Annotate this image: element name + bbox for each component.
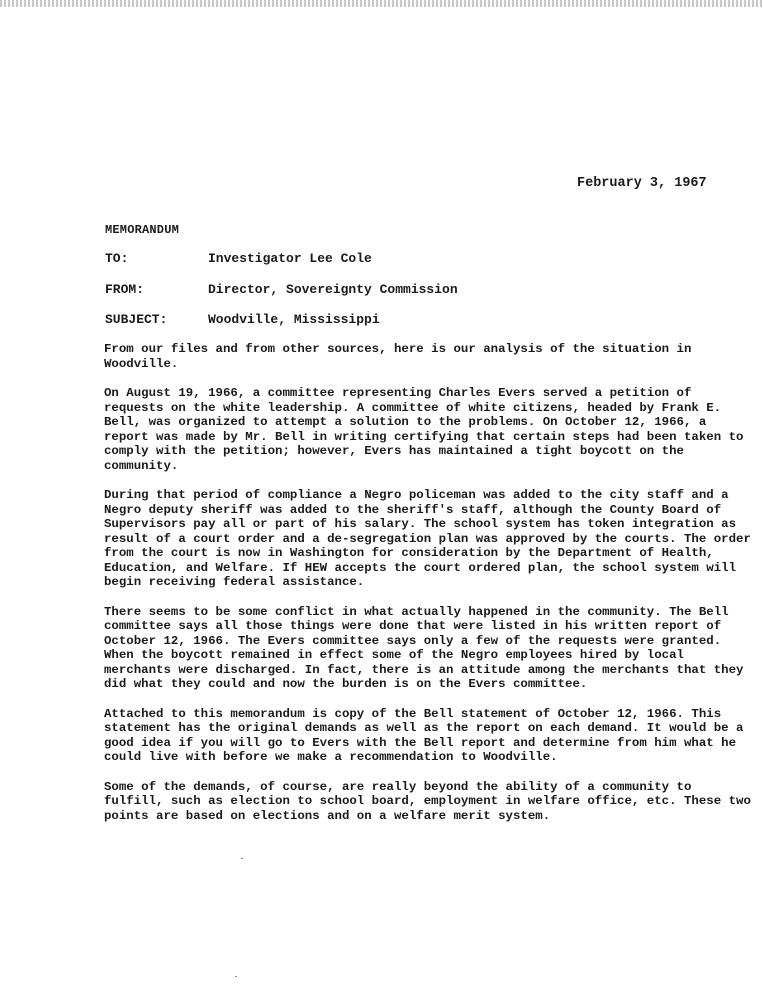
subject-value: Woodville, Mississippi — [208, 312, 380, 327]
paragraph-1: From our files and from other sources, here is our analysis of the situation in Woodville. — [104, 342, 692, 371]
scan-speck — [235, 976, 237, 977]
to-value: Investigator Lee Cole — [208, 251, 372, 266]
paragraph-4: There seems to be some conflict in what actually happened in the community. The Bell committee says all those things were done that were listed in his written report of October 12, 1966. The Evers committee says only a few of the requests were granted. When the boycott remained in effect some of the Negro employees hired by local merchants were discharged. In fact, there is an attitude among the merchants that they did what they could and now the burden is on the Evers committee. — [104, 604, 744, 691]
paragraph-2: On August 19, 1966, a committee representing Charles Evers served a petition of requests on the white leadership. A committee of white citizens, headed by Frank E. Bell, was organized to attempt a solution to the problems. On October 12, 1966, a report was made by Mr. Bell in writing certifying that certain steps had been taken to comply with the petition; however, Evers has maintained a tight boycott on the community. — [104, 386, 744, 473]
scan-speck — [241, 858, 243, 859]
from-label: FROM: — [105, 282, 145, 297]
from-value: Director, Sovereignty Commission — [208, 282, 458, 297]
paragraph-5: Attached to this memorandum is copy of the Bell statement of October 12, 1966. This statement has the original demands as well as the report on each demand. It would be a good idea if you will go to Evers with the Bell report and determine from him what he could live with before we make a recommendation to Woodville. — [104, 706, 744, 764]
paragraph-6: Some of the demands, of course, are really beyond the ability of a community to fulfill, such as election to school board, employment in welfare office, etc. These two points are based on elections and on a welfare merit system. — [104, 779, 751, 823]
paragraph-3: During that period of compliance a Negro policeman was added to the city staff and a Negro deputy sheriff was added to the sheriff's staff, although the County Board of Supervisors pay all or part of his salary. The school system has token integration as result of a court order and a de-segregation plan was approved by the courts. The order from the court is now in Washington for consideration by the Department of Health, Education, and Welfare. If HEW accepts the court ordered plan, the school system will begin receiving federal assistance. — [104, 488, 751, 589]
memo-heading: MEMORANDUM — [105, 223, 180, 237]
subject-label: SUBJECT: — [105, 312, 168, 327]
memo-date: February 3, 1967 — [577, 176, 707, 191]
to-label: TO: — [105, 251, 129, 266]
memo-body — [104, 342, 756, 838]
